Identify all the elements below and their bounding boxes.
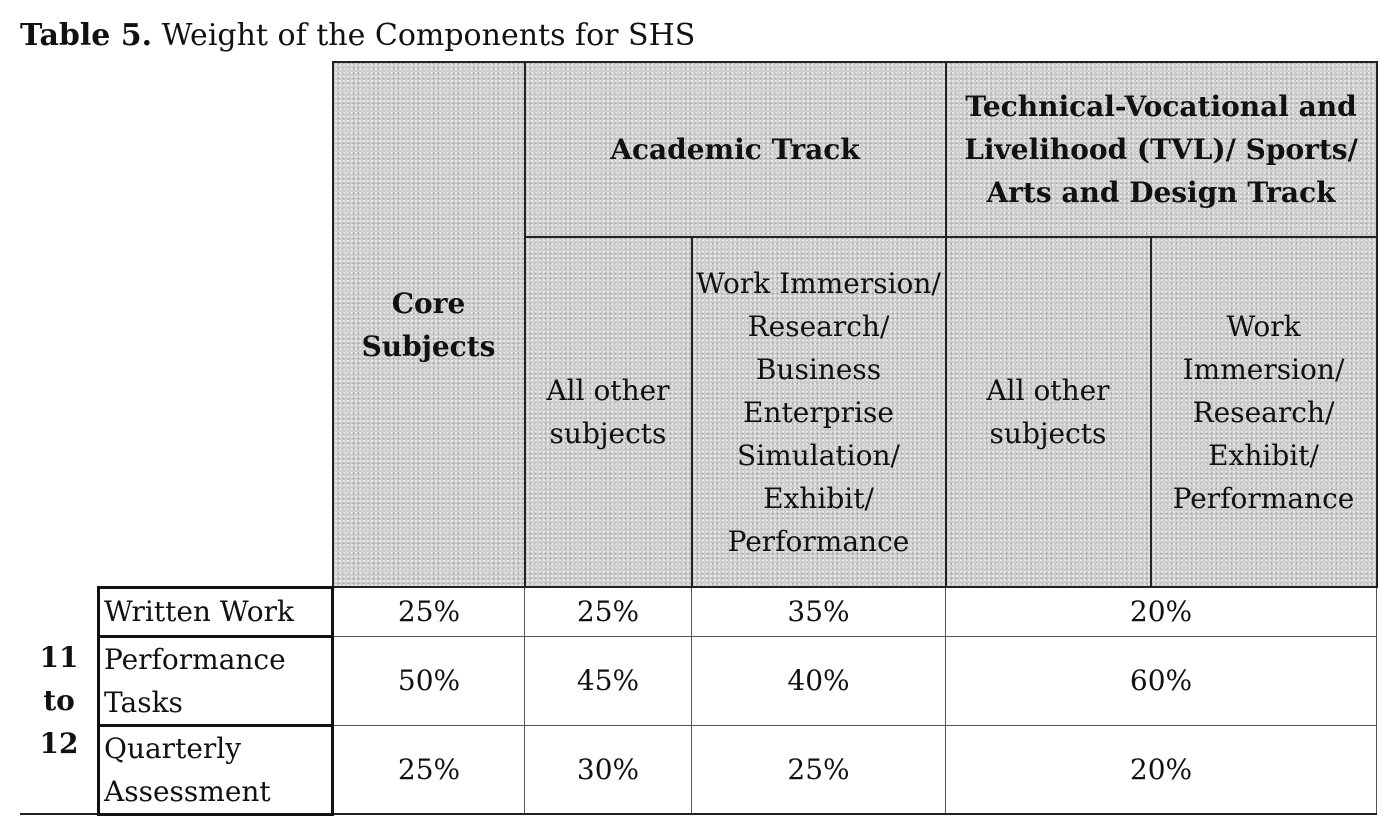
academic-work-value: 25% [692,725,946,814]
core-value: 25% [333,587,525,636]
core-value: 25% [333,725,525,814]
weights-table [20,61,1378,816]
academic-other-value: 30% [525,725,692,814]
header-row-1 [21,62,1377,237]
component-label: Written Work [99,587,333,636]
component-label: Performance Tasks [99,636,333,725]
academic-other-value: 25% [525,587,692,636]
table-row [21,587,1377,636]
table-caption [20,16,695,56]
academic-work-value: 35% [692,587,946,636]
caption-title: Weight of the Components for SHS [161,18,696,53]
academic-work-value: 40% [692,636,946,725]
header-tvl-track: Technical-Vocational and Livelihood (TVL)/ Sports/ Arts and Design Track [946,62,1377,237]
header-core-subjects: Core Subjects [333,62,525,587]
component-label: Quarterly Assessment [99,725,333,814]
academic-other-value: 45% [525,636,692,725]
header-academic-work-immersion: Work Immersion/ Research/ Business Enterprise Simulation/ Exhibit/ Performance [692,237,946,587]
header-tvl-all-other: All other subjects [946,237,1151,587]
header-academic-all-other: All other subjects [525,237,692,587]
table-row [21,725,1377,814]
core-value: 50% [333,636,525,725]
tvl-value: 60% [946,636,1377,725]
tvl-value: 20% [946,725,1377,814]
header-tvl-work-immersion: Work Immersion/ Research/ Exhibit/ Performance [1151,237,1377,587]
table-row [21,636,1377,725]
header-blank [21,62,333,587]
caption-label: Table 5. [20,18,153,53]
header-academic-track: Academic Track [525,62,946,237]
grade-level: 11 to 12 [21,587,99,814]
tvl-value: 20% [946,587,1377,636]
